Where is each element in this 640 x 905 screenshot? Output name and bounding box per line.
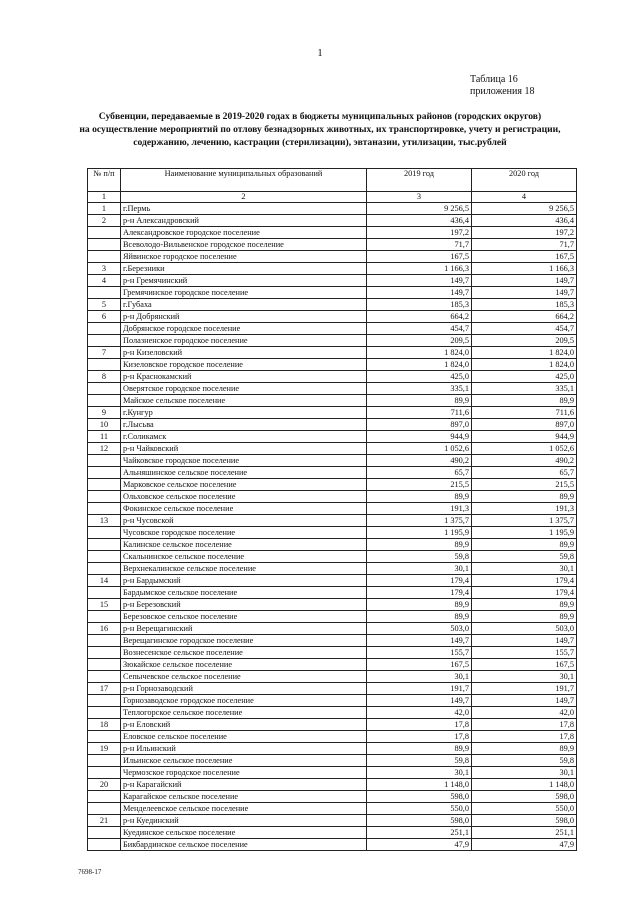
row-number <box>88 803 121 815</box>
table-row <box>88 323 577 335</box>
row-number: 14 <box>88 575 121 587</box>
row-number: 10 <box>88 419 121 431</box>
value-2019: 191,7 <box>367 683 472 695</box>
table-row <box>88 491 577 503</box>
table-row <box>88 443 577 455</box>
value-2019: 185,3 <box>367 299 472 311</box>
value-2020: 17,8 <box>472 719 577 731</box>
row-name: Альняшинское сельское поселение <box>121 467 367 479</box>
row-name: Кизеловское городское поселение <box>121 359 367 371</box>
row-name: Гремячинское городское поселение <box>121 287 367 299</box>
row-number <box>88 359 121 371</box>
table-reference <box>470 74 534 98</box>
row-number <box>88 539 121 551</box>
table-row <box>88 311 577 323</box>
table-row <box>88 527 577 539</box>
row-name: Скальнинское сельское поселение <box>121 551 367 563</box>
row-name: р-н Чайковский <box>121 443 367 455</box>
table-row <box>88 251 577 263</box>
row-number: 4 <box>88 275 121 287</box>
value-2019: 1 824,0 <box>367 359 472 371</box>
row-number: 13 <box>88 515 121 527</box>
row-name: р-н Краснокамский <box>121 371 367 383</box>
value-2020: 59,8 <box>472 755 577 767</box>
row-number <box>88 467 121 479</box>
row-name: г.Березники <box>121 263 367 275</box>
row-number: 3 <box>88 263 121 275</box>
row-name: Оверятское городское поселение <box>121 383 367 395</box>
row-number <box>88 563 121 575</box>
table-row <box>88 599 577 611</box>
value-2020: 167,5 <box>472 251 577 263</box>
row-name: р-н Ильинский <box>121 743 367 755</box>
value-2020: 191,3 <box>472 503 577 515</box>
value-2019: 598,0 <box>367 815 472 827</box>
row-name: Фокинское сельское поселение <box>121 503 367 515</box>
value-2019: 1 166,3 <box>367 263 472 275</box>
table-row <box>88 503 577 515</box>
row-number: 1 <box>88 203 121 215</box>
table-row <box>88 431 577 443</box>
value-2020: 9 256,5 <box>472 203 577 215</box>
row-name: г.Кунгур <box>121 407 367 419</box>
value-2019: 209,5 <box>367 335 472 347</box>
value-2020: 30,1 <box>472 767 577 779</box>
row-name: р-н Еловский <box>121 719 367 731</box>
row-name: Зюкайское сельское поселение <box>121 659 367 671</box>
table-row <box>88 791 577 803</box>
table-row <box>88 755 577 767</box>
row-name: г.Лысьва <box>121 419 367 431</box>
row-number <box>88 503 121 515</box>
table-row <box>88 839 577 851</box>
row-name: Куединское сельское поселение <box>121 827 367 839</box>
value-2020: 191,7 <box>472 683 577 695</box>
value-2020: 89,9 <box>472 743 577 755</box>
table-row <box>88 575 577 587</box>
row-number: 19 <box>88 743 121 755</box>
value-2019: 425,0 <box>367 371 472 383</box>
value-2020: 1 052,6 <box>472 443 577 455</box>
value-2020: 897,0 <box>472 419 577 431</box>
row-number <box>88 731 121 743</box>
table-row <box>88 803 577 815</box>
row-number: 18 <box>88 719 121 731</box>
row-name: г.Губаха <box>121 299 367 311</box>
table-row <box>88 275 577 287</box>
row-number <box>88 587 121 599</box>
value-2020: 454,7 <box>472 323 577 335</box>
row-number <box>88 479 121 491</box>
table-row <box>88 731 577 743</box>
value-2019: 9 256,5 <box>367 203 472 215</box>
row-number <box>88 659 121 671</box>
row-name: Чайковское городское поселение <box>121 455 367 467</box>
footer-code: 7698-17 <box>78 868 102 876</box>
value-2019: 17,8 <box>367 719 472 731</box>
value-2019: 179,4 <box>367 587 472 599</box>
value-2019: 711,6 <box>367 407 472 419</box>
row-name: р-н Гремячинский <box>121 275 367 287</box>
row-number: 17 <box>88 683 121 695</box>
table-row <box>88 779 577 791</box>
row-name: г.Соликамск <box>121 431 367 443</box>
table-row <box>88 335 577 347</box>
table-row <box>88 347 577 359</box>
row-name: Березовское сельское поселение <box>121 611 367 623</box>
table-row <box>88 563 577 575</box>
row-name: Карагайское сельское поселение <box>121 791 367 803</box>
value-2019: 897,0 <box>367 419 472 431</box>
value-2019: 30,1 <box>367 671 472 683</box>
row-name: Чусовское городское поселение <box>121 527 367 539</box>
table-row <box>88 695 577 707</box>
value-2020: 944,9 <box>472 431 577 443</box>
table-row <box>88 203 577 215</box>
value-2019: 167,5 <box>367 659 472 671</box>
row-number: 5 <box>88 299 121 311</box>
table-row <box>88 815 577 827</box>
value-2020: 149,7 <box>472 287 577 299</box>
value-2020: 149,7 <box>472 635 577 647</box>
value-2019: 1 148,0 <box>367 779 472 791</box>
value-2019: 1 824,0 <box>367 347 472 359</box>
table-row <box>88 611 577 623</box>
subventions-table <box>87 168 577 851</box>
value-2020: 1 824,0 <box>472 359 577 371</box>
value-2020: 197,2 <box>472 227 577 239</box>
table-row <box>88 479 577 491</box>
row-number <box>88 335 121 347</box>
value-2019: 149,7 <box>367 695 472 707</box>
table-row <box>88 263 577 275</box>
value-2019: 1 195,9 <box>367 527 472 539</box>
table-row <box>88 683 577 695</box>
value-2019: 503,0 <box>367 623 472 635</box>
row-name: Калинское сельское поселение <box>121 539 367 551</box>
value-2020: 149,7 <box>472 695 577 707</box>
value-2020: 1 375,7 <box>472 515 577 527</box>
table-row <box>88 419 577 431</box>
row-number: 6 <box>88 311 121 323</box>
row-number <box>88 611 121 623</box>
row-name: р-н Чусовской <box>121 515 367 527</box>
row-number <box>88 671 121 683</box>
row-number <box>88 251 121 263</box>
value-2020: 215,5 <box>472 479 577 491</box>
table-row <box>88 371 577 383</box>
column-index-row <box>88 192 577 203</box>
row-name: р-н Горнозаводский <box>121 683 367 695</box>
row-name: Верещагинское городское поселение <box>121 635 367 647</box>
row-name: Бардымское сельское поселение <box>121 587 367 599</box>
row-number <box>88 491 121 503</box>
value-2020: 598,0 <box>472 815 577 827</box>
page-number: 1 <box>317 47 323 59</box>
value-2019: 89,9 <box>367 395 472 407</box>
table-row <box>88 707 577 719</box>
value-2020: 42,0 <box>472 707 577 719</box>
row-number <box>88 239 121 251</box>
row-name: Теплогорское сельское поселение <box>121 707 367 719</box>
column-index: 4 <box>472 192 577 203</box>
value-2020: 149,7 <box>472 275 577 287</box>
row-name: Добрянское городское поселение <box>121 323 367 335</box>
value-2019: 30,1 <box>367 563 472 575</box>
value-2019: 490,2 <box>367 455 472 467</box>
value-2020: 1 195,9 <box>472 527 577 539</box>
row-number <box>88 395 121 407</box>
table-row <box>88 539 577 551</box>
table-row <box>88 239 577 251</box>
value-2019: 191,3 <box>367 503 472 515</box>
value-2019: 42,0 <box>367 707 472 719</box>
value-2020: 59,8 <box>472 551 577 563</box>
row-name: Бикбардинское сельское поселение <box>121 839 367 851</box>
value-2019: 598,0 <box>367 791 472 803</box>
row-number: 8 <box>88 371 121 383</box>
value-2019: 17,8 <box>367 731 472 743</box>
value-2020: 598,0 <box>472 791 577 803</box>
row-name: Майское сельское поселение <box>121 395 367 407</box>
value-2019: 89,9 <box>367 539 472 551</box>
value-2020: 550,0 <box>472 803 577 815</box>
row-name: р-н Кизеловский <box>121 347 367 359</box>
column-index: 1 <box>88 192 121 203</box>
value-2020: 335,1 <box>472 383 577 395</box>
table-row <box>88 227 577 239</box>
row-number: 16 <box>88 623 121 635</box>
value-2020: 30,1 <box>472 563 577 575</box>
table-reference-line1: Таблица 16 <box>470 74 518 85</box>
value-2019: 1 375,7 <box>367 515 472 527</box>
value-2019: 251,1 <box>367 827 472 839</box>
header-num-label: № п/п <box>93 169 115 178</box>
value-2020: 1 824,0 <box>472 347 577 359</box>
value-2019: 47,9 <box>367 839 472 851</box>
table-body <box>88 192 577 851</box>
value-2020: 89,9 <box>472 491 577 503</box>
table-row <box>88 827 577 839</box>
header-2019: 2019 год <box>367 169 472 192</box>
value-2019: 89,9 <box>367 599 472 611</box>
row-name: Полазненское городское поселение <box>121 335 367 347</box>
row-name: Горнозаводское городское поселение <box>121 695 367 707</box>
table-row <box>88 383 577 395</box>
row-number: 2 <box>88 215 121 227</box>
title-line1: Субвенции, передаваемые в 2019-2020 годах в бюджеты муниципальных районов (городских округов) <box>98 111 542 122</box>
row-name: Менделеевское сельское поселение <box>121 803 367 815</box>
value-2020: 65,7 <box>472 467 577 479</box>
value-2020: 167,5 <box>472 659 577 671</box>
row-name: Яйвинское городское поселение <box>121 251 367 263</box>
table-row <box>88 587 577 599</box>
row-number <box>88 455 121 467</box>
column-index: 2 <box>121 192 367 203</box>
header-num <box>88 169 121 192</box>
value-2019: 944,9 <box>367 431 472 443</box>
value-2019: 149,7 <box>367 275 472 287</box>
row-number <box>88 791 121 803</box>
table-row <box>88 767 577 779</box>
row-number <box>88 827 121 839</box>
value-2019: 167,5 <box>367 251 472 263</box>
title-line3: содержанию, лечению, кастрации (стерилизации), эвтаназии, утилизации, тыс.рублей <box>133 137 507 148</box>
row-number <box>88 767 121 779</box>
row-name: Ильинское сельское поселение <box>121 755 367 767</box>
table-row <box>88 743 577 755</box>
value-2020: 436,4 <box>472 215 577 227</box>
table-reference-line2: приложения 18 <box>470 86 535 97</box>
value-2020: 89,9 <box>472 599 577 611</box>
table-row <box>88 455 577 467</box>
row-name: Александровское городское поселение <box>121 227 367 239</box>
value-2019: 454,7 <box>367 323 472 335</box>
value-2019: 155,7 <box>367 647 472 659</box>
table-row <box>88 659 577 671</box>
row-number <box>88 227 121 239</box>
table-row <box>88 395 577 407</box>
table-header <box>88 169 577 192</box>
value-2019: 89,9 <box>367 491 472 503</box>
value-2019: 71,7 <box>367 239 472 251</box>
value-2020: 209,5 <box>472 335 577 347</box>
row-name: Сепычевское сельское поселение <box>121 671 367 683</box>
value-2020: 1 166,3 <box>472 263 577 275</box>
value-2020: 71,7 <box>472 239 577 251</box>
row-number: 20 <box>88 779 121 791</box>
value-2019: 149,7 <box>367 635 472 647</box>
value-2019: 335,1 <box>367 383 472 395</box>
value-2019: 664,2 <box>367 311 472 323</box>
row-name: р-н Карагайский <box>121 779 367 791</box>
value-2020: 179,4 <box>472 587 577 599</box>
value-2019: 89,9 <box>367 743 472 755</box>
value-2020: 47,9 <box>472 839 577 851</box>
value-2020: 1 148,0 <box>472 779 577 791</box>
table-row <box>88 719 577 731</box>
row-number <box>88 287 121 299</box>
row-number <box>88 695 121 707</box>
row-name: Чермозское городское поселение <box>121 767 367 779</box>
value-2020: 185,3 <box>472 299 577 311</box>
table-row <box>88 287 577 299</box>
row-name: Еловское сельское поселение <box>121 731 367 743</box>
row-number: 21 <box>88 815 121 827</box>
row-name: р-н Верещагинский <box>121 623 367 635</box>
header-name: Наименование муниципальных образований <box>121 169 367 192</box>
row-number <box>88 383 121 395</box>
value-2020: 179,4 <box>472 575 577 587</box>
row-name: Вознесенское сельское поселение <box>121 647 367 659</box>
table-row <box>88 635 577 647</box>
value-2020: 711,6 <box>472 407 577 419</box>
value-2020: 251,1 <box>472 827 577 839</box>
table-row <box>88 215 577 227</box>
value-2019: 215,5 <box>367 479 472 491</box>
row-number: 11 <box>88 431 121 443</box>
title-line2: на осуществление мероприятий по отлову безнадзорных животных, их транспортировке, учету и регистрации, <box>79 124 561 135</box>
header-2020: 2020 год <box>472 169 577 192</box>
row-name: р-н Бардымский <box>121 575 367 587</box>
value-2019: 1 052,6 <box>367 443 472 455</box>
table-row <box>88 647 577 659</box>
row-number <box>88 551 121 563</box>
value-2020: 490,2 <box>472 455 577 467</box>
row-number <box>88 707 121 719</box>
value-2020: 17,8 <box>472 731 577 743</box>
row-number <box>88 527 121 539</box>
table-row <box>88 359 577 371</box>
row-number <box>88 635 121 647</box>
value-2019: 65,7 <box>367 467 472 479</box>
table-row <box>88 467 577 479</box>
row-number <box>88 647 121 659</box>
row-name: р-н Александровский <box>121 215 367 227</box>
value-2020: 89,9 <box>472 611 577 623</box>
value-2020: 89,9 <box>472 539 577 551</box>
row-name: р-н Добрянский <box>121 311 367 323</box>
row-name: Ольховское сельское поселение <box>121 491 367 503</box>
row-name: р-н Березовский <box>121 599 367 611</box>
table-row <box>88 551 577 563</box>
table-row <box>88 515 577 527</box>
row-number: 9 <box>88 407 121 419</box>
row-name: Верхнекалинское сельское поселение <box>121 563 367 575</box>
value-2019: 30,1 <box>367 767 472 779</box>
value-2019: 149,7 <box>367 287 472 299</box>
value-2020: 30,1 <box>472 671 577 683</box>
row-name: Марковское сельское поселение <box>121 479 367 491</box>
value-2019: 550,0 <box>367 803 472 815</box>
value-2019: 59,8 <box>367 551 472 563</box>
row-number <box>88 323 121 335</box>
row-number: 12 <box>88 443 121 455</box>
value-2020: 664,2 <box>472 311 577 323</box>
value-2019: 436,4 <box>367 215 472 227</box>
value-2019: 179,4 <box>367 575 472 587</box>
column-index: 3 <box>367 192 472 203</box>
document-title <box>40 110 600 149</box>
table-row <box>88 671 577 683</box>
table-row <box>88 407 577 419</box>
row-number: 7 <box>88 347 121 359</box>
value-2020: 425,0 <box>472 371 577 383</box>
row-number: 15 <box>88 599 121 611</box>
value-2019: 89,9 <box>367 611 472 623</box>
value-2019: 197,2 <box>367 227 472 239</box>
row-name: Всеволодо-Вильвенское городское поселение <box>121 239 367 251</box>
value-2020: 89,9 <box>472 395 577 407</box>
value-2020: 503,0 <box>472 623 577 635</box>
row-name: р-н Куединский <box>121 815 367 827</box>
value-2019: 59,8 <box>367 755 472 767</box>
row-name: г.Пермь <box>121 203 367 215</box>
table-row <box>88 623 577 635</box>
row-number <box>88 839 121 851</box>
table-row <box>88 299 577 311</box>
value-2020: 155,7 <box>472 647 577 659</box>
row-number <box>88 755 121 767</box>
